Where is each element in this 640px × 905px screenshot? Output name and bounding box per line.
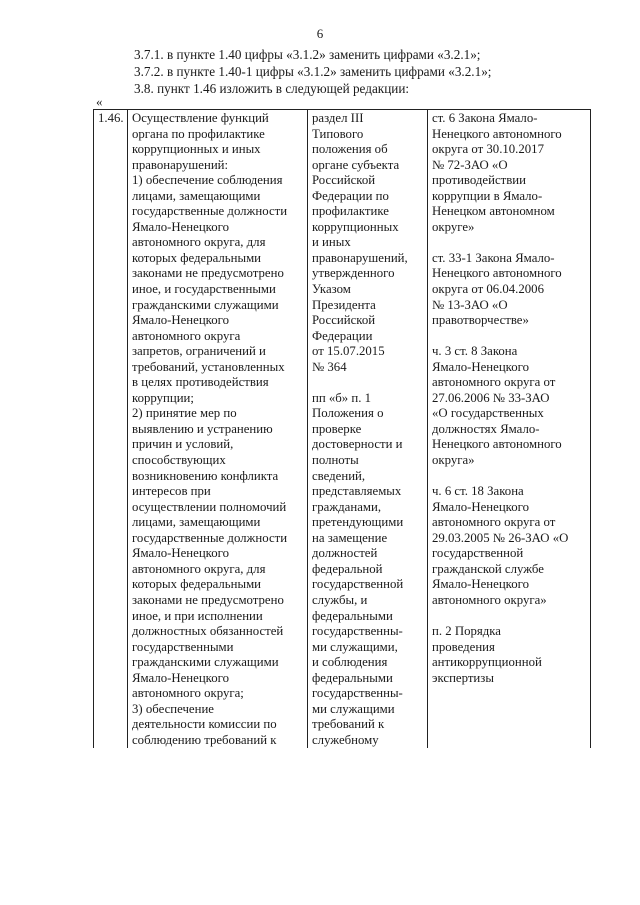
provision-line: федеральными bbox=[312, 670, 393, 685]
provision-line: и соблюдения bbox=[312, 655, 388, 670]
law-line: проведения bbox=[432, 639, 495, 654]
provision-line: гражданами, bbox=[312, 499, 382, 514]
function-line: выявлению и устранению bbox=[132, 421, 273, 436]
provision-line: должностей bbox=[312, 546, 378, 561]
function-line: которых федеральными bbox=[132, 250, 262, 265]
provision-line: органе субъекта bbox=[312, 157, 400, 172]
law-line bbox=[432, 235, 586, 251]
function-line: 2) принятие мер по bbox=[132, 406, 237, 421]
law-line: Ненецком автономном bbox=[432, 204, 555, 219]
function-line: государственные должности bbox=[132, 204, 288, 219]
function-line: автономного округа bbox=[132, 328, 241, 343]
law-line: коррупции в Ямало- bbox=[432, 188, 543, 203]
law-line: ч. 3 ст. 8 Закона bbox=[432, 344, 518, 359]
function-line: коррупции; bbox=[132, 390, 194, 405]
provision-line: достоверности и bbox=[312, 437, 403, 452]
function-line: коррупционных и иных bbox=[132, 142, 261, 157]
function-line: соблюдению требований к bbox=[132, 732, 277, 747]
opening-quote-mark: « bbox=[96, 94, 103, 109]
cell-row-number bbox=[94, 110, 128, 749]
function-line: государственные должности bbox=[132, 530, 288, 545]
law-line: № 72-ЗАО «О bbox=[432, 157, 508, 172]
law-line: антикоррупционной bbox=[432, 655, 542, 670]
law-line: Ямало-Ненецкого bbox=[432, 577, 529, 592]
function-line: лицами, замещающими bbox=[132, 515, 261, 530]
law-line: Ненецкого автономного bbox=[432, 266, 562, 281]
law-line bbox=[432, 609, 586, 625]
cell-law bbox=[428, 110, 591, 749]
amendment-table bbox=[93, 109, 591, 748]
law-line: округа от 30.10.2017 bbox=[432, 142, 544, 157]
row-number: 1.46. bbox=[98, 111, 124, 125]
function-line: интересов при bbox=[132, 484, 211, 499]
law-line: ст. 6 Закона Ямало- bbox=[432, 111, 538, 125]
function-line: Осуществление функций bbox=[132, 111, 269, 125]
function-line: иное, и государственными bbox=[132, 282, 276, 297]
provision-line: раздел III bbox=[312, 111, 364, 125]
law-line: Ямало-Ненецкого bbox=[432, 499, 529, 514]
law-line: экспертизы bbox=[432, 670, 494, 685]
instruction-3-7-2: 3.7.2. в пункте 1.40-1 цифры «3.1.2» заменить цифрами «3.2.1»; bbox=[134, 64, 492, 79]
function-line: автономного округа, для bbox=[132, 235, 266, 250]
provision-line: служебному bbox=[312, 732, 379, 747]
provision-line: на замещение bbox=[312, 530, 388, 545]
function-line: причин и условий, bbox=[132, 437, 234, 452]
law-line: Ненецкого автономного bbox=[432, 126, 562, 141]
instruction-3-8: 3.8. пункт 1.46 изложить в следующей редакции: bbox=[134, 81, 410, 96]
provision-line: правонарушений, bbox=[312, 250, 408, 265]
function-line: способствующих bbox=[132, 453, 226, 468]
law-line: автономного округа от bbox=[432, 375, 556, 390]
provision-line: федеральной bbox=[312, 561, 383, 576]
law-line: 29.03.2005 № 26-ЗАО «О bbox=[432, 530, 569, 545]
provision-line: ми служащими bbox=[312, 701, 395, 716]
function-line: осуществлении полномочий bbox=[132, 499, 287, 514]
provision-line: Федерации bbox=[312, 328, 373, 343]
function-line: должностных обязанностей bbox=[132, 624, 284, 639]
provision-line: утвержденного bbox=[312, 266, 395, 281]
provision-line: профилактике bbox=[312, 204, 389, 219]
provision-line: от 15.07.2015 bbox=[312, 344, 385, 359]
instruction-3-7-1: 3.7.1. в пункте 1.40 цифры «3.1.2» заменить цифрами «3.2.1»; bbox=[134, 47, 481, 62]
function-line: правонарушений: bbox=[132, 157, 229, 172]
provision-line: Типового bbox=[312, 126, 364, 141]
provision-line: Российской bbox=[312, 173, 376, 188]
provision-text bbox=[312, 111, 423, 748]
provision-line: государственны- bbox=[312, 624, 403, 639]
law-line bbox=[432, 469, 586, 485]
provision-line: положения об bbox=[312, 142, 388, 157]
provision-line: Президента bbox=[312, 297, 376, 312]
provision-line: представляемых bbox=[312, 484, 402, 499]
law-line: «О государственных bbox=[432, 406, 544, 421]
provision-line: Положения о bbox=[312, 406, 384, 421]
law-line: ч. 6 ст. 18 Закона bbox=[432, 484, 524, 499]
law-line: должностях Ямало- bbox=[432, 421, 540, 436]
law-line: автономного округа» bbox=[432, 592, 547, 607]
provision-line: государственны- bbox=[312, 686, 403, 701]
function-line: Ямало-Ненецкого bbox=[132, 670, 229, 685]
function-line: законами не предусмотрено bbox=[132, 266, 284, 281]
function-line: государственными bbox=[132, 639, 234, 654]
law-text bbox=[432, 111, 586, 686]
provision-line: Указом bbox=[312, 282, 351, 297]
function-line: 3) обеспечение bbox=[132, 701, 214, 716]
cell-provision bbox=[308, 110, 428, 749]
function-line: Ямало-Ненецкого bbox=[132, 546, 229, 561]
law-line: государственной bbox=[432, 546, 524, 561]
provision-line bbox=[312, 375, 423, 391]
function-line: Ямало-Ненецкого bbox=[132, 219, 229, 234]
provision-line: службы, и bbox=[312, 592, 368, 607]
law-line: правотворчестве» bbox=[432, 313, 529, 328]
cell-function bbox=[128, 110, 308, 749]
provision-line: проверке bbox=[312, 421, 362, 436]
law-line: ст. 33-1 Закона Ямало- bbox=[432, 250, 555, 265]
page-number: 6 bbox=[316, 26, 324, 41]
function-line: требований, установленных bbox=[132, 359, 285, 374]
function-line: возникновению конфликта bbox=[132, 468, 279, 483]
function-line: 1) обеспечение соблюдения bbox=[132, 173, 283, 188]
law-line: Ямало-Ненецкого bbox=[432, 359, 529, 374]
function-line: автономного округа; bbox=[132, 686, 244, 701]
function-line: запретов, ограничений и bbox=[132, 344, 266, 359]
law-line: п. 2 Порядка bbox=[432, 624, 501, 639]
provision-line: требований к bbox=[312, 717, 385, 732]
provision-line: сведений, bbox=[312, 468, 366, 483]
function-line: лицами, замещающими bbox=[132, 188, 261, 203]
provision-line: полноты bbox=[312, 453, 359, 468]
function-line: органа по профилактике bbox=[132, 126, 265, 141]
law-line: округе» bbox=[432, 219, 475, 234]
function-line: Ямало-Ненецкого bbox=[132, 313, 229, 328]
law-line: автономного округа от bbox=[432, 515, 556, 530]
provision-line: и иных bbox=[312, 235, 351, 250]
function-line: деятельности комиссии по bbox=[132, 717, 277, 732]
law-line bbox=[432, 329, 586, 345]
provision-line: государственной bbox=[312, 577, 404, 592]
law-line: № 13-ЗАО «О bbox=[432, 297, 508, 312]
table-row bbox=[94, 110, 591, 749]
law-line: 27.06.2006 № 33-ЗАО bbox=[432, 390, 550, 405]
function-line: гражданскими служащими bbox=[132, 655, 279, 670]
provision-line: претендующими bbox=[312, 515, 404, 530]
function-line: гражданскими служащими bbox=[132, 297, 279, 312]
function-line: иное, и при исполнении bbox=[132, 608, 263, 623]
law-line: противодействии bbox=[432, 173, 526, 188]
provision-line: № 364 bbox=[312, 359, 347, 374]
function-text bbox=[132, 111, 303, 748]
law-line: Ненецкого автономного bbox=[432, 437, 562, 452]
provision-line: Федерации по bbox=[312, 188, 389, 203]
provision-line: пп «б» п. 1 bbox=[312, 390, 372, 405]
provision-line: Российской bbox=[312, 313, 376, 328]
function-line: законами не предусмотрено bbox=[132, 592, 284, 607]
law-line: округа» bbox=[432, 453, 475, 468]
provision-line: ми служащими, bbox=[312, 639, 398, 654]
function-line: в целях противодействия bbox=[132, 375, 269, 390]
law-line: округа от 06.04.2006 bbox=[432, 282, 544, 297]
provision-line: коррупционных bbox=[312, 219, 399, 234]
law-line: гражданской службе bbox=[432, 561, 544, 576]
provision-line: федеральными bbox=[312, 608, 393, 623]
function-line: автономного округа, для bbox=[132, 561, 266, 576]
function-line: которых федеральными bbox=[132, 577, 262, 592]
